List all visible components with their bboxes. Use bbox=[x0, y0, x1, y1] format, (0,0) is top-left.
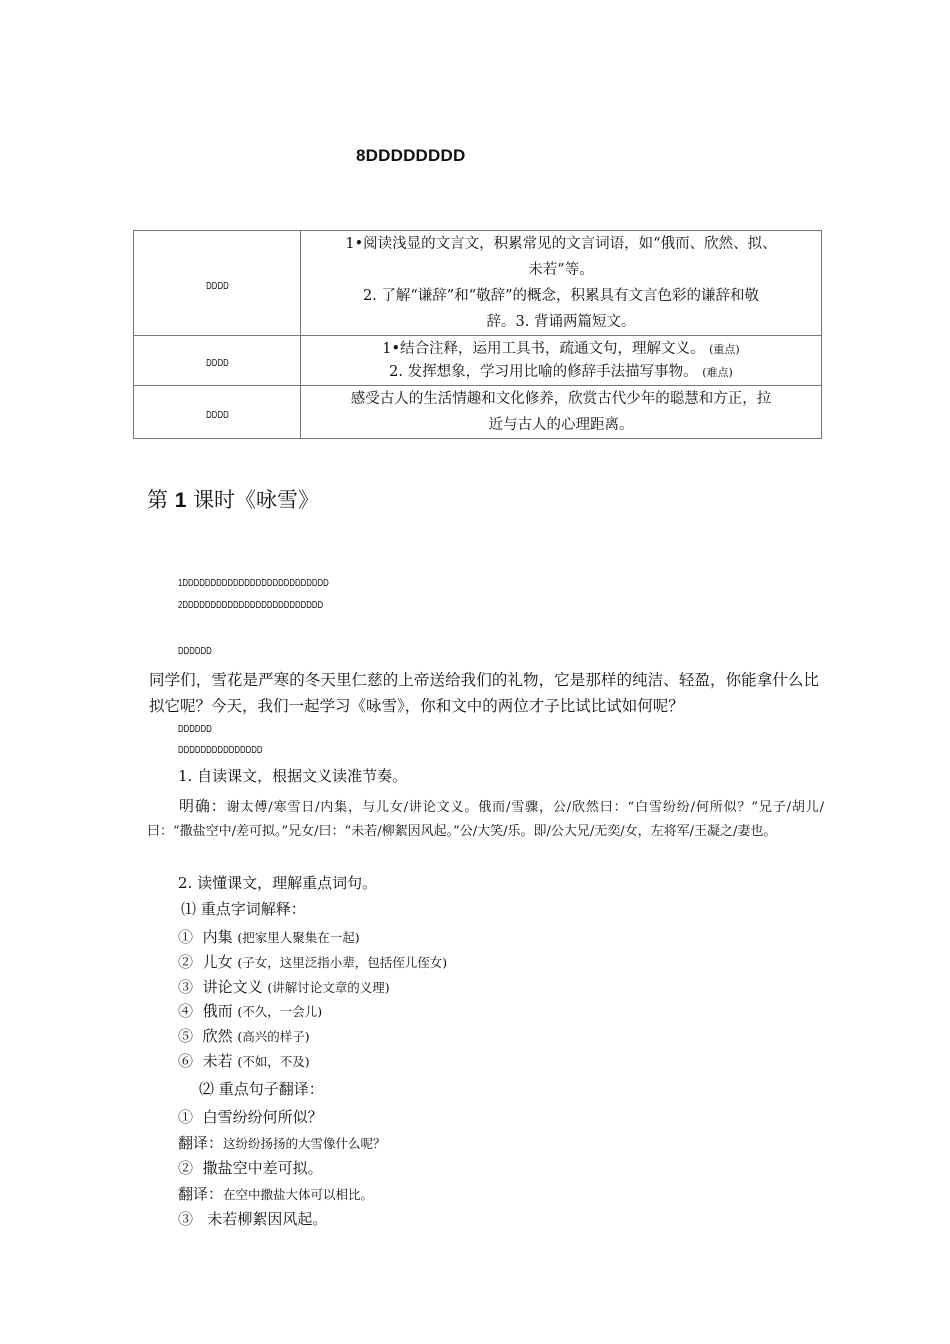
sentence-item bbox=[178, 1106, 323, 1127]
row-label: DDDD bbox=[205, 280, 229, 292]
word-item bbox=[178, 1000, 322, 1021]
content-line: 辞。3. 背诵两篇短文。 bbox=[486, 314, 636, 330]
item-marker: ② bbox=[178, 1159, 194, 1177]
content-line bbox=[311, 361, 811, 384]
subheading-sentences: ⑵ 重点句子翻译： bbox=[199, 1080, 324, 1098]
clarification-paragraph bbox=[147, 794, 824, 844]
row-label: DDDD bbox=[205, 358, 229, 369]
content-line: 2. 了解“谦辞”和“敬辞”的概念，积累具有文言色彩的谦辞和敬 bbox=[362, 288, 760, 304]
garbled-line-1: 1DDDDDDDDDDDDDDDDDDDDDDDDDD bbox=[178, 578, 329, 589]
word-gloss: (把家里人聚集在一起) bbox=[237, 930, 360, 945]
intro-paragraph: 同学们，雪花是严寒的冬天里仁慈的上帝送给我们的礼物，它是那样的纯洁、轻盈，你能拿什么比拟它呢？今天，我们一起学习《咏雪》，你和文中的两位才子比试比试如何呢？ bbox=[149, 671, 819, 715]
word-item bbox=[178, 951, 447, 972]
content-text: 1•结合注释，运用工具书，疏通文句，理解文义。 bbox=[382, 340, 705, 357]
document-title: 8DDDDDDDD bbox=[356, 146, 466, 165]
item-marker: ⑥ bbox=[178, 1052, 194, 1070]
word-item bbox=[178, 976, 390, 997]
word-term: 欣然 bbox=[202, 1027, 233, 1045]
sentence-item bbox=[178, 1157, 323, 1178]
table-row bbox=[134, 336, 822, 386]
step-2: 2. 读懂课文，理解重点词句。 bbox=[178, 874, 378, 892]
item-marker: ③ bbox=[178, 978, 194, 996]
translation bbox=[178, 1132, 386, 1153]
lesson-number: 1 bbox=[174, 489, 187, 512]
word-term: 儿女 bbox=[202, 953, 233, 971]
row-label-cell bbox=[134, 336, 301, 386]
learning-goals-table bbox=[133, 230, 822, 439]
garbled-heading-1: DDDDDD bbox=[178, 646, 212, 657]
clarification-text: 谢太傅/寒雪日/内集，与儿女/讲论文义。俄而/雪骤，公/欣然曰：“白雪纷纷/何所似？”兄子/胡儿/曰：“撒盐空中/差可拟。”兄女/曰：“未若/柳絮因风起。”公/大笑/乐。即/公大兄/无奕/女，左将军/王凝之/妻也。 bbox=[147, 800, 824, 839]
word-gloss: (不如，不及) bbox=[237, 1054, 310, 1069]
sentence-text: 白雪纷纷何所似？ bbox=[202, 1108, 323, 1126]
content-line: 未若”等。 bbox=[528, 262, 594, 278]
item-marker: ④ bbox=[178, 1002, 194, 1020]
word-term: 讲论文义 bbox=[202, 978, 263, 996]
word-gloss: (高兴的样子) bbox=[237, 1029, 310, 1044]
sentence-text: 撒盐空中差可拟。 bbox=[202, 1159, 323, 1177]
content-text: 2. 发挥想象，学习用比喻的修辞手法描写事物。 bbox=[389, 363, 698, 380]
lesson-name: 课时《咏雪》 bbox=[193, 488, 320, 512]
content-line: 感受古人的生活情趣和文化修养，欣赏古代少年的聪慧和方正，拉 bbox=[350, 391, 772, 407]
row-content-cell bbox=[301, 336, 822, 386]
row-content-cell bbox=[301, 386, 822, 439]
item-marker: ③ bbox=[178, 1210, 194, 1228]
clarification-label: 明确： bbox=[179, 797, 227, 815]
sentence-text: 未若柳絮因风起。 bbox=[207, 1210, 328, 1228]
row-label-cell bbox=[134, 386, 301, 439]
table-row bbox=[134, 386, 822, 439]
lesson-heading bbox=[147, 484, 319, 514]
word-gloss: (讲解讨论文章的义理) bbox=[267, 980, 390, 995]
row-label: DDDD bbox=[205, 409, 229, 421]
table-row bbox=[134, 231, 822, 336]
item-marker: ⑤ bbox=[178, 1027, 194, 1045]
translation-label: 翻译： bbox=[178, 1185, 224, 1203]
word-term: 俄而 bbox=[202, 1002, 233, 1020]
step-1: 1. 自读课文，根据文义读准节奏。 bbox=[178, 767, 408, 785]
word-item bbox=[178, 1025, 310, 1046]
content-line: 近与古人的心理距离。 bbox=[488, 417, 634, 433]
item-marker: ① bbox=[178, 1108, 194, 1126]
garbled-heading-2: DDDDDD bbox=[178, 724, 212, 735]
sentence-item bbox=[178, 1208, 327, 1229]
lesson-prefix: 第 bbox=[147, 488, 168, 512]
word-term: 内集 bbox=[202, 928, 233, 946]
translation-label: 翻译： bbox=[178, 1134, 224, 1152]
difficulty-note: (难点) bbox=[702, 365, 733, 379]
translation-text: 这纷纷扬扬的大雪像什么呢？ bbox=[223, 1136, 386, 1151]
garbled-line-2: 2DDDDDDDDDDDDDDDDDDDDDDDDD bbox=[178, 600, 324, 611]
item-marker: ② bbox=[178, 953, 194, 971]
row-label-cell bbox=[134, 231, 301, 336]
content-line: 1•阅读浅显的文言文，积累常见的文言词语，如“俄而、欣然、拟、 bbox=[345, 236, 777, 252]
subheading-words: ⑴ 重点字词解释： bbox=[181, 900, 306, 918]
word-term: 未若 bbox=[202, 1052, 233, 1070]
translation bbox=[178, 1183, 373, 1204]
word-item bbox=[178, 1050, 310, 1071]
word-item bbox=[178, 926, 360, 947]
word-gloss: (子女，这里泛指小辈，包括侄儿侄女) bbox=[237, 955, 448, 970]
item-marker: ① bbox=[178, 928, 194, 946]
row-content-cell bbox=[301, 231, 822, 336]
key-point-note: (重点) bbox=[709, 342, 740, 356]
word-gloss: (不久，一会儿) bbox=[237, 1004, 323, 1019]
content-line bbox=[311, 338, 811, 361]
garbled-heading-3: DDDDDDDDDDDDDDD bbox=[178, 745, 263, 756]
translation-text: 在空中撒盐大体可以相比。 bbox=[223, 1187, 374, 1202]
